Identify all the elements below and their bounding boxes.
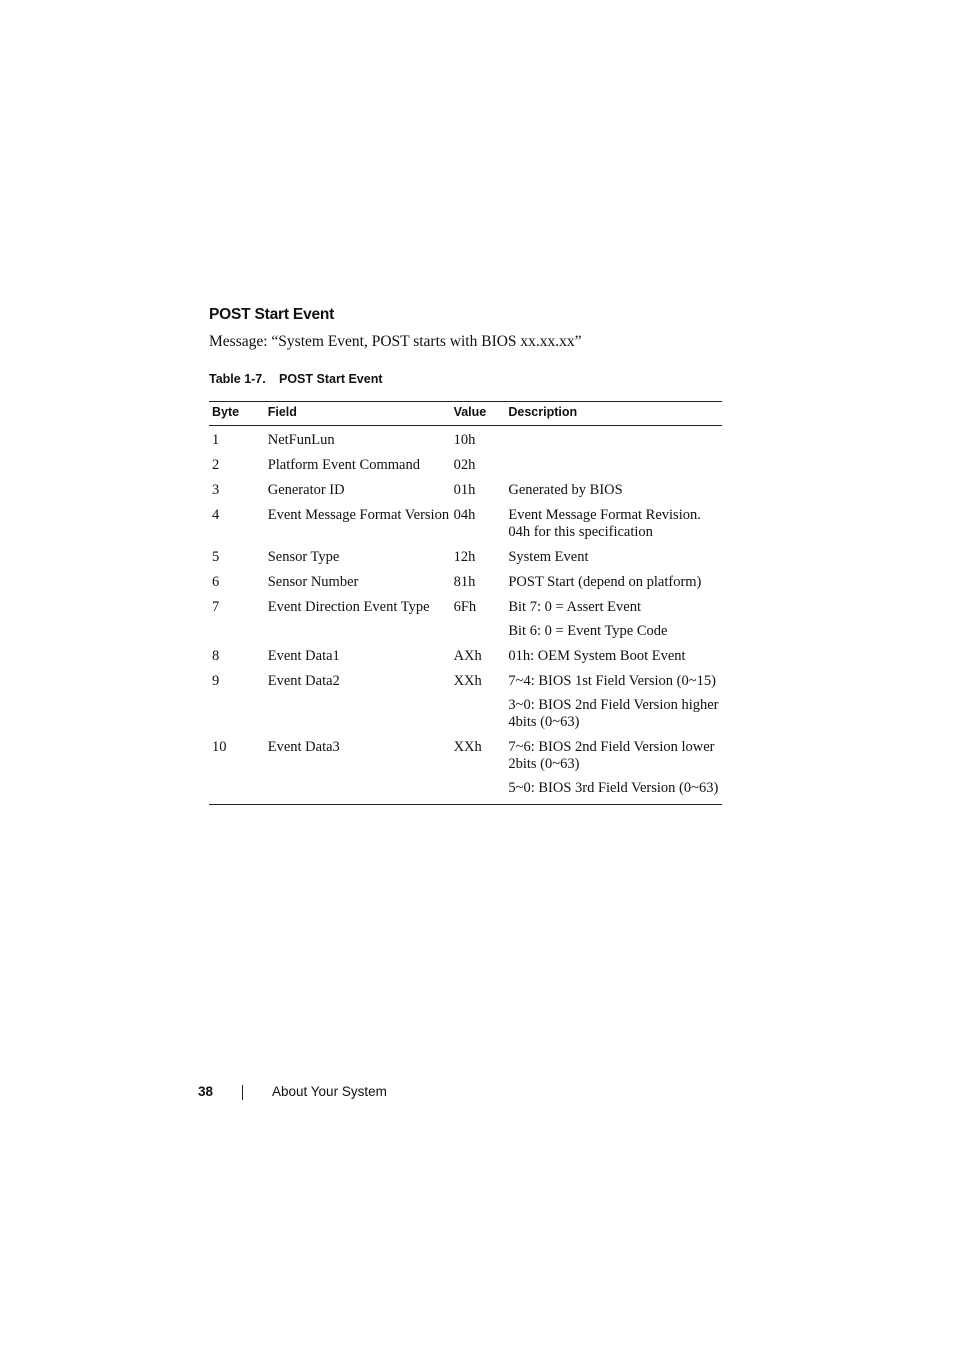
description-cell bbox=[508, 545, 722, 570]
description-cell bbox=[508, 478, 722, 503]
description-cell bbox=[508, 453, 722, 478]
table-row bbox=[209, 669, 722, 735]
byte-cell: 2 bbox=[212, 457, 220, 473]
table-row bbox=[209, 453, 722, 478]
table-row bbox=[209, 503, 722, 545]
field-cell: Event Direction Event Type bbox=[267, 599, 430, 615]
table-body bbox=[209, 426, 722, 805]
header-value: Value bbox=[454, 402, 509, 426]
value-cell: 6Fh bbox=[453, 599, 477, 615]
table-row bbox=[209, 595, 722, 644]
description-line: System Event bbox=[508, 549, 589, 565]
table-row bbox=[209, 644, 722, 669]
event-message: Message: “System Event, POST starts with BIOS xx.xx.xx” bbox=[209, 333, 582, 350]
footer-section-name: About Your System bbox=[272, 1084, 387, 1099]
table-caption-title: POST Start Event bbox=[279, 372, 383, 386]
field-cell: NetFunLun bbox=[267, 432, 335, 448]
page-number: 38 bbox=[198, 1084, 214, 1099]
byte-cell: 1 bbox=[212, 432, 220, 448]
description-line: 7~6: BIOS 2nd Field Version lower 2bits (0~63) bbox=[508, 739, 715, 772]
value-cell: 81h bbox=[453, 574, 476, 590]
table-row bbox=[209, 545, 722, 570]
description-line: Event Message Format Revision. 04h for this specification bbox=[508, 507, 701, 540]
description-cell bbox=[508, 644, 722, 669]
table-row bbox=[209, 478, 722, 503]
table-caption bbox=[209, 372, 383, 386]
table-row bbox=[209, 426, 722, 454]
description-line: Bit 7: 0 = Assert Event bbox=[508, 599, 641, 615]
field-cell: Platform Event Command bbox=[267, 457, 420, 473]
byte-cell: 5 bbox=[212, 549, 220, 565]
value-cell: 10h bbox=[453, 432, 476, 448]
byte-cell: 7 bbox=[212, 599, 220, 615]
value-cell: XXh bbox=[453, 739, 482, 755]
byte-cell: 4 bbox=[212, 507, 220, 523]
description-line: Bit 6: 0 = Event Type Code bbox=[508, 623, 668, 639]
description-cell bbox=[508, 735, 722, 805]
value-cell: AXh bbox=[453, 648, 482, 664]
description-cell bbox=[508, 426, 722, 454]
description-cell bbox=[508, 595, 722, 644]
byte-cell: 10 bbox=[212, 739, 227, 755]
description-cell bbox=[508, 503, 722, 545]
description-line: 3~0: BIOS 2nd Field Version higher 4bits (0~63) bbox=[508, 697, 719, 730]
description-line: 5~0: BIOS 3rd Field Version (0~63) bbox=[508, 780, 719, 796]
byte-cell: 6 bbox=[212, 574, 220, 590]
field-cell: Event Message Format Version bbox=[267, 507, 450, 523]
description-line: 7~4: BIOS 1st Field Version (0~15) bbox=[508, 673, 716, 689]
description-line: POST Start (depend on platform) bbox=[508, 574, 702, 590]
byte-cell: 8 bbox=[212, 648, 220, 664]
description-cell bbox=[508, 570, 722, 595]
value-cell: XXh bbox=[453, 673, 482, 689]
header-description: Description bbox=[508, 402, 722, 426]
description-cell bbox=[508, 669, 722, 735]
value-cell: 12h bbox=[453, 549, 476, 565]
description-line: 01h: OEM System Boot Event bbox=[508, 648, 686, 664]
table-row bbox=[209, 735, 722, 805]
field-cell: Event Data1 bbox=[267, 648, 340, 664]
field-cell: Sensor Type bbox=[267, 549, 340, 565]
field-cell: Generator ID bbox=[267, 482, 345, 498]
field-cell: Event Data3 bbox=[267, 739, 340, 755]
byte-cell: 9 bbox=[212, 673, 220, 689]
field-cell: Event Data2 bbox=[267, 673, 340, 689]
section-title: POST Start Event bbox=[209, 306, 335, 323]
table-header-row bbox=[209, 402, 722, 426]
post-start-event-table bbox=[209, 401, 722, 805]
value-cell: 02h bbox=[453, 457, 476, 473]
description-line: Generated by BIOS bbox=[508, 482, 623, 498]
table-caption-number: Table 1-7. bbox=[209, 372, 266, 386]
value-cell: 01h bbox=[453, 482, 476, 498]
header-field: Field bbox=[268, 402, 454, 426]
field-cell: Sensor Number bbox=[267, 574, 359, 590]
table-row bbox=[209, 570, 722, 595]
header-byte: Byte bbox=[209, 402, 268, 426]
footer-divider bbox=[242, 1085, 243, 1100]
value-cell: 04h bbox=[453, 507, 476, 523]
byte-cell: 3 bbox=[212, 482, 220, 498]
